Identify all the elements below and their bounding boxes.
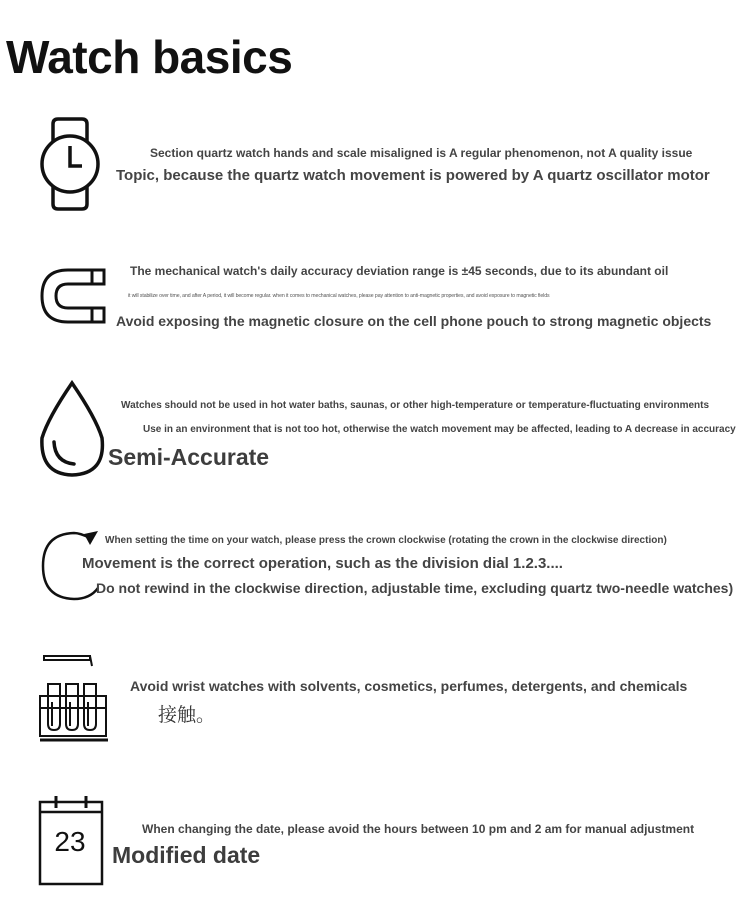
section-line: Watches should not be used in hot water baths, saunas, or other high-temperature or temperature-fluctuating environments: [121, 400, 710, 411]
section-line: When setting the time on your watch, please press the crown clockwise (rotating the crown in the clockwise direction): [105, 535, 667, 546]
section-line: Topic, because the quartz watch movement is powered by A quartz oscillator motor: [116, 167, 710, 184]
section-line: Movement is the correct operation, such as the division dial 1.2.3....: [82, 555, 563, 572]
test-tubes-icon: [38, 652, 110, 744]
section-line: Use in an environment that is not too hot, otherwise the watch movement may be affected, leading to A decrease in accuracy: [143, 424, 736, 435]
section-line: When changing the date, please avoid the hours between 10 pm and 2 am for manual adjustment: [142, 822, 695, 836]
water-drop-icon: [38, 380, 108, 478]
section-line: Section quartz watch hands and scale misaligned is A regular phenomenon, not A quality issue: [150, 146, 693, 160]
section-line: it will stabilize over time, and after A period, it will become regular. when it comes to mechanical watches, please pay attention to anti-magnetic properties, and avoid exposure to magnetic fields: [128, 293, 550, 299]
clock-icon: [38, 116, 102, 212]
section-line: 接触。: [158, 704, 216, 726]
section-heading: Modified date: [112, 842, 261, 868]
section-line: Do not rewind in the clockwise direction, adjustable time, excluding quartz two-needle watches): [96, 580, 734, 596]
calendar-date-number: 23: [54, 826, 86, 857]
section-line: Avoid wrist watches with solvents, cosmetics, perfumes, detergents, and chemicals: [130, 678, 688, 694]
page-title: Watch basics: [6, 31, 293, 83]
magnet-icon: [40, 268, 106, 324]
section-line: The mechanical watch's daily accuracy deviation range is ±45 seconds, due to its abundant oil: [130, 264, 669, 278]
section-heading: Semi-Accurate: [108, 444, 270, 470]
section-line: Avoid exposing the magnetic closure on the cell phone pouch to strong magnetic objects: [116, 313, 712, 329]
